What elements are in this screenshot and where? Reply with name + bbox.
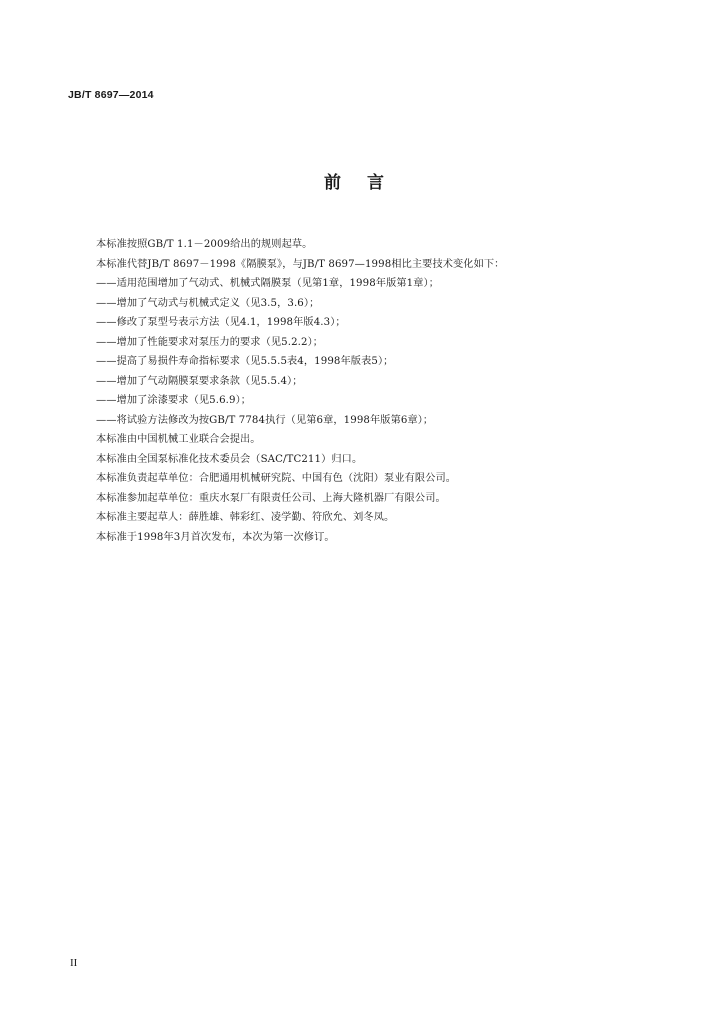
paragraph: 本标准参加起草单位：重庆水泵厂有限责任公司、上海大隆机器厂有限公司。 bbox=[96, 492, 446, 504]
paragraph: 本标准主要起草人：薛胜雄、韩彩红、凌学勤、符欣允、刘冬凤。 bbox=[96, 512, 395, 523]
list-item: ——增加了涂漆要求（见5.6.9）； bbox=[96, 395, 252, 406]
standard-code: JB/T 8697—2014 bbox=[68, 89, 154, 101]
list-item: ——将试验方法修改为按GB/T 7784执行（见第6章，1998年版第6章）； bbox=[96, 414, 434, 426]
list-item: ——增加了性能要求对泵压力的要求（见5.2.2）； bbox=[96, 336, 324, 348]
list-item: ——适用范围增加了气动式、机械式隔膜泵（见第1章，1998年版第1章）； bbox=[96, 278, 440, 289]
foreword-body bbox=[96, 235, 616, 547]
page-number: II bbox=[70, 957, 78, 969]
list-item: ——增加了气动隔膜泵要求条款（见5.5.4）； bbox=[96, 375, 303, 387]
page-title: 前言 bbox=[324, 173, 410, 193]
paragraph: 本标准由全国泵标准化技术委员会（SAC/TC211）归口。 bbox=[96, 453, 363, 465]
paragraph: 本标准由中国机械工业联合会提出。 bbox=[96, 434, 261, 445]
list-item: ——修改了泵型号表示方法（见4.1，1998年版4.3）； bbox=[96, 317, 346, 328]
list-item: ——增加了气动式与机械式定义（见3.5，3.6）； bbox=[96, 297, 320, 309]
paragraph: 本标准于1998年3月首次发布，本次为第一次修订。 bbox=[96, 531, 335, 543]
paragraph: 本标准负责起草单位：合肥通用机械研究院、中国有色（沈阳）泵业有限公司。 bbox=[96, 473, 457, 484]
paragraph: 本标准按照GB/T 1.1－2009给出的规则起草。 bbox=[96, 239, 313, 250]
list-item: ——提高了易损件寿命指标要求（见5.5.5表4，1998年版表5）； bbox=[96, 356, 394, 367]
paragraph: 本标准代替JB/T 8697－1998《隔膜泵》，与JB/T 8697—1998相比主要技术变化如下： bbox=[96, 258, 505, 270]
